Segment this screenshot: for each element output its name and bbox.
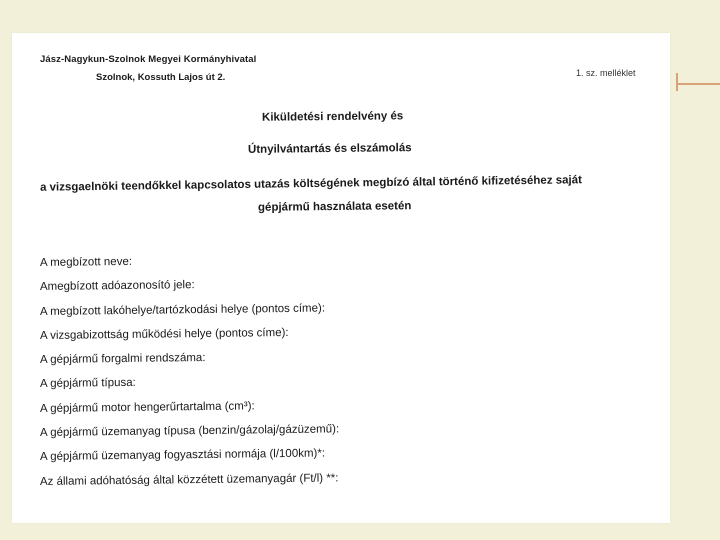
field-label-committee-location: A vizsgabizottság működési helye (pontos címe): [39,326,289,342]
document-subtitle-line1: a vizsgaelnöki teendőkkel kapcsolatos utazás költségének megbízó által történő kifizetéséhez saját [39,174,583,194]
field-label-engine-capacity: A gépjármű motor hengerűrtartalma (cm³): [39,400,255,415]
form-field-list [40,255,660,498]
field-label-fuel-type: A gépjármű üzemanyag típusa (benzin/gázolaj/gázüzemű): [39,423,340,440]
field-label-vehicle-type: A gépjármű típusa: [39,377,136,391]
decorative-accent-line [676,83,720,85]
document-subtitle-line2: gépjármű használata esetén [257,200,412,214]
scanned-document [12,33,670,523]
field-label-residence: A megbízott lakóhelye/tartózkodási helye (pontos címe): [39,302,326,318]
annex-label: 1. sz. melléklet [576,68,636,78]
field-label-fuel-price: Az állami adóhatóság által közzétett üzemanyagár (Ft/l) **: [39,472,339,488]
issuer-name: Jász-Nagykun-Szolnok Megyei Kormányhivatal [40,54,257,65]
document-title-line2: Útnyilvántartás és elszámolás [247,142,412,156]
field-label-fuel-consumption: A gépjármű üzemanyag fogyasztási normája (l/100km)*: [39,447,326,464]
field-label-name: A megbízott neve: [39,255,133,269]
field-label-plate-number: A gépjármű forgalmi rendszáma: [39,352,206,367]
issuer-address: Szolnok, Kossuth Lajos út 2. [96,72,226,83]
field-label-tax-id: Amegbízott adóazonosító jele: [39,279,195,294]
decorative-accent-tick [676,73,678,91]
document-title-line1: Kiküldetési rendelvény és [261,110,404,124]
